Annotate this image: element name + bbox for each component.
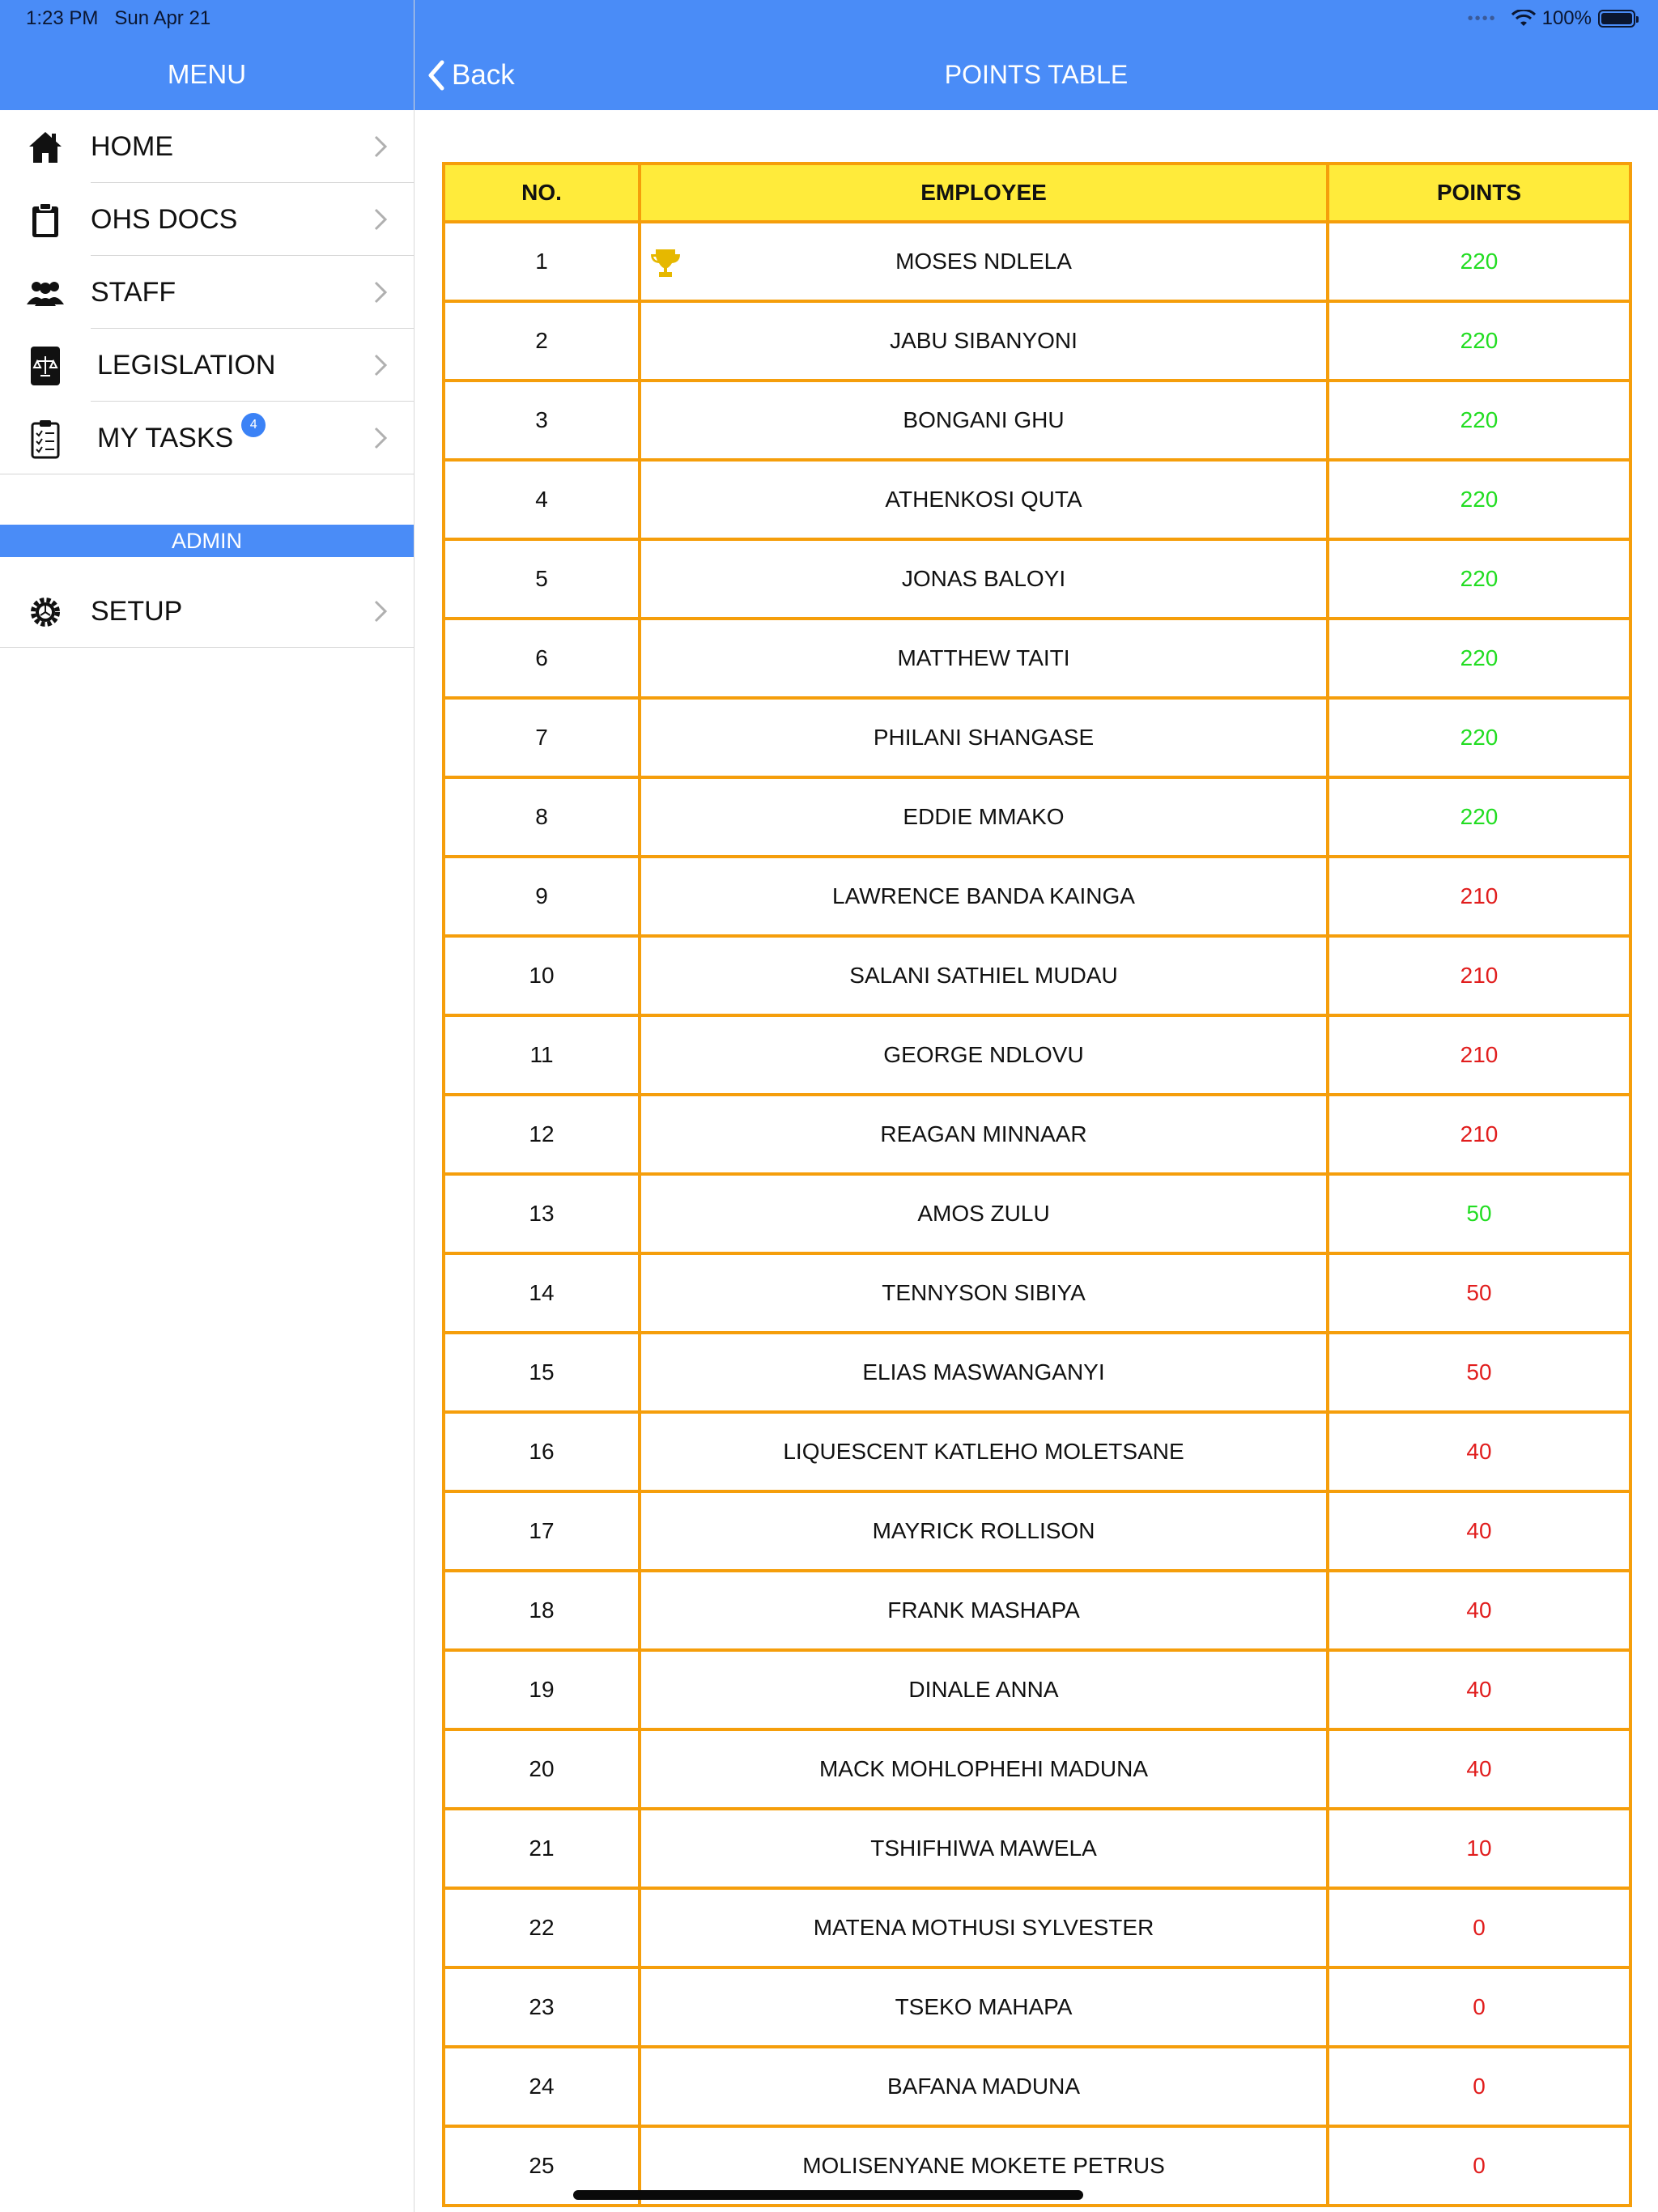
table-row[interactable] xyxy=(444,460,1630,539)
points-value: 220 xyxy=(1460,804,1499,829)
employee-name: PHILANI SHANGASE xyxy=(873,725,1095,750)
table-row[interactable] xyxy=(444,698,1630,777)
points-value: 210 xyxy=(1460,963,1499,988)
signal-icon: •••• xyxy=(1467,9,1497,28)
chevron-right-icon xyxy=(373,426,388,454)
menu-title: MENU xyxy=(167,59,247,89)
employee-name: MAYRICK ROLLISON xyxy=(872,1518,1095,1543)
table-row[interactable] xyxy=(444,381,1630,460)
home-indicator xyxy=(573,2190,1083,2200)
rank-cell: 20 xyxy=(444,1729,640,1809)
points-cell xyxy=(1328,1650,1630,1729)
employee-name: BONGANI GHU xyxy=(903,407,1065,432)
rank-cell: 16 xyxy=(444,1412,640,1491)
table-row[interactable] xyxy=(444,222,1630,301)
status-indicators xyxy=(1468,7,1635,30)
battery-percent: 100% xyxy=(1541,7,1592,29)
sidebar-item-label: STAFF xyxy=(91,276,176,308)
points-cell xyxy=(1328,2126,1630,2206)
employee-cell xyxy=(640,857,1328,936)
points-value: 40 xyxy=(1466,1518,1492,1543)
sidebar-item-label: OHS DOCS xyxy=(91,203,238,235)
employee-name: LIQUESCENT KATLEHO MOLETSANE xyxy=(783,1439,1184,1464)
home-icon xyxy=(24,128,66,167)
points-value: 220 xyxy=(1460,328,1499,353)
employee-name: TSEKO MAHAPA xyxy=(895,1994,1073,2019)
back-button[interactable] xyxy=(426,53,515,97)
points-value: 0 xyxy=(1473,1994,1486,2019)
rank-cell: 23 xyxy=(444,1967,640,2047)
points-cell xyxy=(1328,619,1630,698)
nav-header xyxy=(414,39,1658,110)
rank-cell: 18 xyxy=(444,1571,640,1650)
sidebar-item-home[interactable] xyxy=(0,110,414,183)
rank-cell: 4 xyxy=(444,460,640,539)
rank-cell: 1 xyxy=(444,222,640,301)
sidebar-item-setup[interactable] xyxy=(0,575,414,648)
points-cell xyxy=(1328,1015,1630,1095)
law-book-icon xyxy=(24,347,66,385)
employee-cell xyxy=(640,539,1328,619)
admin-section-header xyxy=(0,525,414,557)
employee-name: JABU SIBANYONI xyxy=(890,328,1078,353)
points-value: 210 xyxy=(1460,883,1499,908)
employee-cell xyxy=(640,777,1328,857)
employee-cell xyxy=(640,1809,1328,1888)
rank-cell: 5 xyxy=(444,539,640,619)
battery-level xyxy=(1601,13,1632,24)
employee-name: AMOS ZULU xyxy=(917,1201,1050,1226)
rank-cell: 3 xyxy=(444,381,640,460)
table-row[interactable] xyxy=(444,1412,1630,1491)
back-label: Back xyxy=(452,59,515,91)
points-cell xyxy=(1328,1174,1630,1253)
points-value: 220 xyxy=(1460,407,1499,432)
employee-cell xyxy=(640,1729,1328,1809)
points-cell xyxy=(1328,381,1630,460)
points-cell xyxy=(1328,460,1630,539)
sidebar-item-label: LEGISLATION xyxy=(97,349,276,381)
points-cell xyxy=(1328,222,1630,301)
column-header-employee: EMPLOYEE xyxy=(640,164,1328,222)
employee-name: SALANI SATHIEL MUDAU xyxy=(849,963,1118,988)
wifi-icon xyxy=(1511,10,1536,28)
battery-icon xyxy=(1598,10,1635,28)
employee-cell xyxy=(640,1967,1328,2047)
status-bar xyxy=(0,0,1658,39)
rank-cell: 7 xyxy=(444,698,640,777)
gear-icon xyxy=(24,593,66,632)
sidebar-item-staff[interactable] xyxy=(0,256,414,329)
employee-name: ATHENKOSI QUTA xyxy=(885,487,1082,512)
points-value: 10 xyxy=(1466,1836,1492,1861)
table-row[interactable] xyxy=(444,1967,1630,2047)
sidebar-menu xyxy=(0,110,414,474)
chevron-right-icon xyxy=(373,280,388,308)
points-cell xyxy=(1328,1412,1630,1491)
points-cell xyxy=(1328,1095,1630,1174)
employee-cell xyxy=(640,1650,1328,1729)
table-row[interactable] xyxy=(444,1809,1630,1888)
sidebar-item-my-tasks[interactable] xyxy=(0,402,414,474)
table-body xyxy=(444,222,1630,2206)
chevron-right-icon xyxy=(373,353,388,381)
sidebar-item-label: MY TASKS xyxy=(97,422,234,453)
table-row[interactable] xyxy=(444,1650,1630,1729)
rank-cell: 15 xyxy=(444,1333,640,1412)
table-row[interactable] xyxy=(444,936,1630,1015)
points-value: 50 xyxy=(1466,1359,1492,1385)
employee-cell xyxy=(640,936,1328,1015)
sidebar-item-ohs-docs[interactable] xyxy=(0,183,414,256)
employee-cell xyxy=(640,222,1328,301)
points-cell xyxy=(1328,301,1630,381)
table-row[interactable] xyxy=(444,1571,1630,1650)
divider xyxy=(0,647,414,648)
points-value: 210 xyxy=(1460,1042,1499,1067)
page-title: POINTS TABLE xyxy=(944,59,1129,89)
points-value: 0 xyxy=(1473,2074,1486,2099)
points-value: 0 xyxy=(1473,2153,1486,2178)
sidebar-item-label: SETUP xyxy=(91,595,183,627)
employee-name: MATTHEW TAITI xyxy=(897,645,1070,670)
employee-name: MOSES NDLELA xyxy=(895,249,1072,274)
employee-cell xyxy=(640,381,1328,460)
points-cell xyxy=(1328,2047,1630,2126)
status-time xyxy=(26,7,210,30)
rank-cell: 12 xyxy=(444,1095,640,1174)
points-table xyxy=(442,162,1632,2207)
rank-cell: 19 xyxy=(444,1650,640,1729)
points-table-container xyxy=(442,162,1632,2207)
rank-cell: 6 xyxy=(444,619,640,698)
people-icon xyxy=(24,274,66,313)
employee-cell xyxy=(640,460,1328,539)
column-header-points: POINTS xyxy=(1328,164,1630,222)
points-value: 220 xyxy=(1460,249,1499,274)
points-value: 40 xyxy=(1466,1597,1492,1623)
points-value: 50 xyxy=(1466,1280,1492,1305)
points-value: 220 xyxy=(1460,645,1499,670)
employee-name: MATENA MOTHUSI SYLVESTER xyxy=(813,1915,1154,1940)
chevron-left-icon xyxy=(426,59,447,91)
sidebar-item-legislation[interactable] xyxy=(0,329,414,402)
clipboard-icon xyxy=(24,201,66,240)
rank-cell: 25 xyxy=(444,2126,640,2206)
points-value: 40 xyxy=(1466,1439,1492,1464)
table-row[interactable] xyxy=(444,619,1630,698)
points-cell xyxy=(1328,1333,1630,1412)
points-cell xyxy=(1328,539,1630,619)
table-header-row xyxy=(444,164,1630,222)
rank-cell: 14 xyxy=(444,1253,640,1333)
employee-name: DINALE ANNA xyxy=(908,1677,1059,1702)
chevron-right-icon xyxy=(373,134,388,163)
employee-name: TENNYSON SIBIYA xyxy=(882,1280,1086,1305)
rank-cell: 10 xyxy=(444,936,640,1015)
table-row[interactable] xyxy=(444,1095,1630,1174)
points-cell xyxy=(1328,1888,1630,1967)
points-cell xyxy=(1328,1729,1630,1809)
points-cell xyxy=(1328,857,1630,936)
employee-name: REAGAN MINNAAR xyxy=(880,1121,1087,1146)
setup-menu-container xyxy=(0,575,414,648)
table-row[interactable] xyxy=(444,1729,1630,1809)
table-row[interactable] xyxy=(444,777,1630,857)
table-row[interactable] xyxy=(444,1491,1630,1571)
employee-name: GEORGE NDLOVU xyxy=(883,1042,1084,1067)
points-value: 40 xyxy=(1466,1756,1492,1781)
chevron-right-icon xyxy=(373,599,388,627)
table-row[interactable] xyxy=(444,857,1630,936)
rank-cell: 11 xyxy=(444,1015,640,1095)
employee-cell xyxy=(640,1253,1328,1333)
employee-name: FRANK MASHAPA xyxy=(887,1597,1080,1623)
points-value: 220 xyxy=(1460,566,1499,591)
sidebar-item-label: HOME xyxy=(91,130,173,162)
employee-cell xyxy=(640,1174,1328,1253)
employee-name: EDDIE MMAKO xyxy=(903,804,1065,829)
points-cell xyxy=(1328,1253,1630,1333)
status-date: Sun Apr 21 xyxy=(114,7,211,29)
employee-cell xyxy=(640,1333,1328,1412)
points-cell xyxy=(1328,1571,1630,1650)
points-cell xyxy=(1328,1809,1630,1888)
table-row[interactable] xyxy=(444,1253,1630,1333)
employee-name: BAFANA MADUNA xyxy=(886,2074,1081,2099)
employee-cell xyxy=(640,1491,1328,1571)
rank-cell: 22 xyxy=(444,1888,640,1967)
employee-cell xyxy=(640,698,1328,777)
employee-name: JONAS BALOYI xyxy=(901,566,1066,591)
employee-name: TSHIFHIWA MAWELA xyxy=(870,1836,1097,1861)
employee-cell xyxy=(640,1412,1328,1491)
employee-cell xyxy=(640,619,1328,698)
table-row[interactable] xyxy=(444,1888,1630,1967)
table-row[interactable] xyxy=(444,1015,1630,1095)
rank-cell: 24 xyxy=(444,2047,640,2126)
points-cell xyxy=(1328,936,1630,1015)
points-value: 0 xyxy=(1473,1915,1486,1940)
trophy-icon xyxy=(649,248,682,279)
employee-cell xyxy=(640,1888,1328,1967)
table-row[interactable] xyxy=(444,1174,1630,1253)
menu-header xyxy=(0,39,414,110)
points-value: 50 xyxy=(1466,1201,1492,1226)
rank-cell: 21 xyxy=(444,1809,640,1888)
employee-cell xyxy=(640,2047,1328,2126)
status-clock: 1:23 PM xyxy=(26,7,99,29)
rank-cell: 13 xyxy=(444,1174,640,1253)
points-cell xyxy=(1328,1967,1630,2047)
rank-cell: 8 xyxy=(444,777,640,857)
rank-cell: 9 xyxy=(444,857,640,936)
points-value: 220 xyxy=(1460,487,1499,512)
table-row[interactable] xyxy=(444,1333,1630,1412)
task-count-badge: 4 xyxy=(241,413,266,437)
employee-cell xyxy=(640,1015,1328,1095)
table-row[interactable] xyxy=(444,539,1630,619)
employee-name: MOLISENYANE MOKETE PETRUS xyxy=(802,2153,1165,2178)
rank-cell: 17 xyxy=(444,1491,640,1571)
employee-cell xyxy=(640,301,1328,381)
rank-cell: 2 xyxy=(444,301,640,381)
chevron-right-icon xyxy=(373,207,388,236)
sidebar-item-label-row xyxy=(97,417,266,454)
points-value: 40 xyxy=(1466,1677,1492,1702)
employee-name: LAWRENCE BANDA KAINGA xyxy=(832,883,1135,908)
points-cell xyxy=(1328,777,1630,857)
points-value: 210 xyxy=(1460,1121,1499,1146)
points-cell xyxy=(1328,698,1630,777)
admin-label: ADMIN xyxy=(172,528,242,553)
checklist-icon xyxy=(24,419,66,458)
employee-name: MACK MOHLOPHEHI MADUNA xyxy=(818,1756,1149,1781)
employee-name: ELIAS MASWANGANYI xyxy=(862,1359,1105,1385)
employee-cell xyxy=(640,1571,1328,1650)
points-value: 220 xyxy=(1460,725,1499,750)
points-cell xyxy=(1328,1491,1630,1571)
table-row[interactable] xyxy=(444,301,1630,381)
table-row[interactable] xyxy=(444,2047,1630,2126)
column-header-no: NO. xyxy=(444,164,640,222)
employee-cell xyxy=(640,1095,1328,1174)
